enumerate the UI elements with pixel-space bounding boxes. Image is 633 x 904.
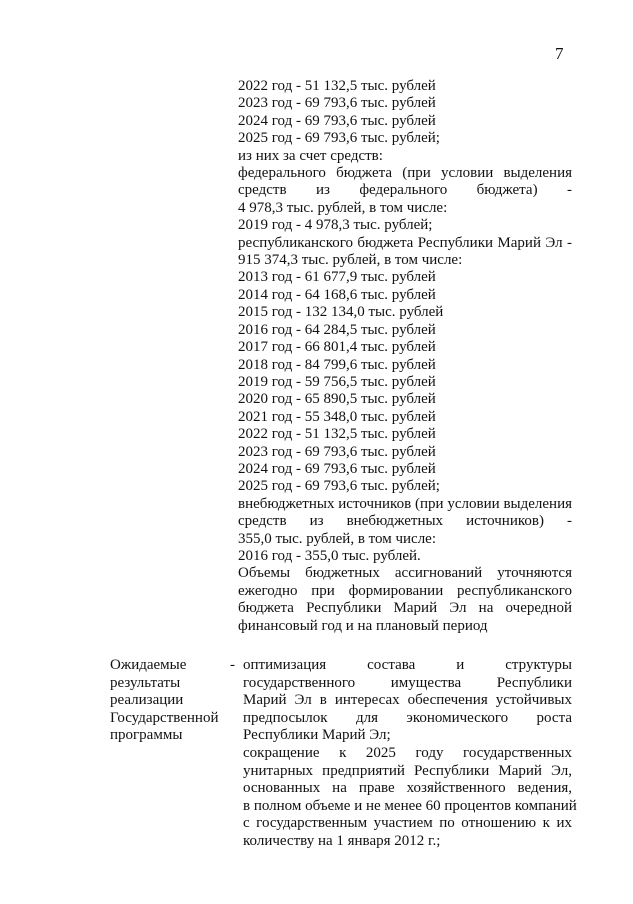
page-number: 7	[555, 44, 564, 63]
result-item-2-line: унитарных предприятий Республики Марий Эл,	[243, 762, 572, 779]
republic-budget-year: 2023 год - 69 793,6 тыс. рублей	[238, 443, 436, 460]
note-line: Объемы бюджетных ассигнований уточняются	[238, 565, 572, 582]
label-dash: -	[230, 657, 235, 673]
republic-budget-year: 2013 год - 61 677,9 тыс. рублей	[238, 269, 436, 286]
republic-budget-year: 2016 год - 64 284,5 тыс. рублей	[238, 321, 436, 338]
republic-budget-year: 2019 год - 59 756,5 тыс. рублей	[238, 373, 436, 390]
result-item-1-line: Марий Эл в интересах обеспечения устойчивых	[243, 692, 572, 709]
republic-budget-year: 2025 год - 69 793,6 тыс. рублей;	[238, 478, 440, 495]
result-item-2-line: в полном объеме и не менее 60 процентов компаний	[243, 797, 577, 814]
funding-line: из них за счет средств:	[238, 147, 383, 164]
expected-results-label	[110, 657, 235, 745]
result-item-2-line: количеству на 1 января 2012 г.;	[243, 832, 441, 849]
result-item-2-line: с государственным участием по отношению к их	[243, 815, 572, 832]
result-item-1-line: оптимизация состава и структуры	[243, 657, 572, 673]
republic-budget-year: 2018 год - 84 799,6 тыс. рублей	[238, 356, 436, 373]
funding-line: 2025 год - 69 793,6 тыс. рублей;	[238, 130, 440, 147]
federal-budget-line: средств из федерального бюджета) -	[238, 182, 572, 199]
extrabudget-year: 2016 год - 355,0 тыс. рублей.	[238, 547, 421, 564]
republic-budget-year: 2021 год - 55 348,0 тыс. рублей	[238, 408, 436, 425]
funding-volumes-text	[238, 78, 572, 635]
expected-results-text	[243, 657, 577, 851]
funding-line: 2024 год - 69 793,6 тыс. рублей	[238, 112, 436, 129]
federal-budget-line: 4 978,3 тыс. рублей, в том числе:	[238, 199, 448, 216]
note-line: ежегодно при формировании республиканского	[238, 582, 572, 599]
republic-budget-line: республиканского бюджета Республики Марий Эл -	[238, 234, 572, 251]
extrabudget-line: средств из внебюджетных источников) -	[238, 513, 572, 530]
label-line: Государственной	[110, 709, 219, 726]
funding-line: 2023 год - 69 793,6 тыс. рублей	[238, 95, 436, 112]
republic-budget-line: 915 374,3 тыс. рублей, в том числе:	[238, 252, 463, 269]
republic-budget-year: 2015 год - 132 134,0 тыс. рублей	[238, 304, 444, 321]
republic-budget-year: 2020 год - 65 890,5 тыс. рублей	[238, 391, 436, 408]
republic-budget-year: 2022 год - 51 132,5 тыс. рублей	[238, 426, 436, 443]
republic-budget-year: 2014 год - 64 168,6 тыс. рублей	[238, 286, 436, 303]
republic-budget-year: 2017 год - 66 801,4 тыс. рублей	[238, 339, 436, 356]
label-word: Ожидаемые	[110, 657, 187, 673]
extrabudget-line: внебюджетных источников (при условии выделения	[238, 495, 572, 512]
label-line: результаты	[110, 674, 181, 691]
federal-budget-line: федерального бюджета (при условии выделения	[238, 165, 572, 182]
note-line: финансовый год и на плановый период	[238, 617, 488, 634]
extrabudget-line: 355,0 тыс. рублей, в том числе:	[238, 530, 437, 547]
result-item-1-line: Республики Марий Эл;	[243, 727, 391, 744]
federal-budget-year: 2019 год - 4 978,3 тыс. рублей;	[238, 217, 433, 234]
result-item-2-line: сокращение к 2025 году государственных	[243, 744, 572, 761]
label-first-line	[110, 657, 235, 675]
republic-budget-year: 2024 год - 69 793,6 тыс. рублей	[238, 460, 436, 477]
result-item-2-line: основанных на праве хозяйственного ведения,	[243, 780, 572, 797]
result-item-1-line: государственного имущества Республики	[243, 674, 572, 691]
result-item-1-line: предпосылок для экономического роста	[243, 709, 572, 726]
label-line: программы	[110, 727, 183, 744]
label-line: реализации	[110, 692, 184, 709]
funding-line: 2022 год - 51 132,5 тыс. рублей	[238, 78, 436, 94]
note-line: бюджета Республики Марий Эл на очередной	[238, 600, 572, 617]
